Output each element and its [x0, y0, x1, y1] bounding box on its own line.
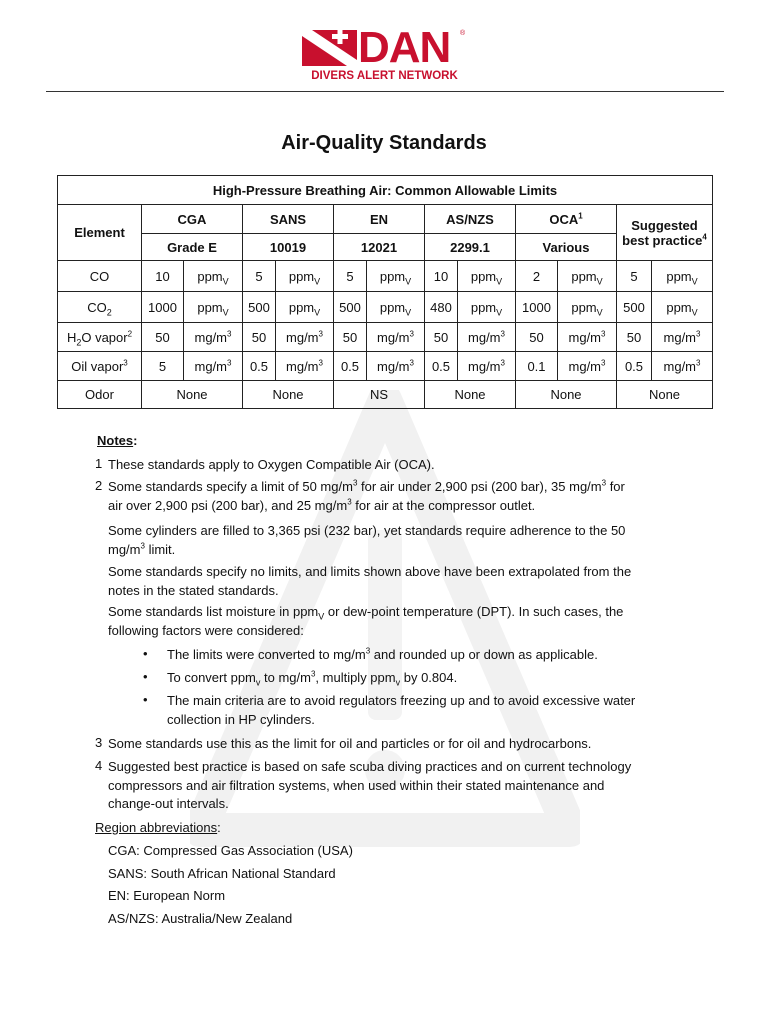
- value-cell: 2: [516, 261, 558, 292]
- unit-cell: ppm$_V$: [276, 261, 334, 292]
- value-cell: 50: [516, 323, 558, 352]
- value-cell: 0.5: [425, 352, 458, 381]
- odor-cell: None: [617, 381, 713, 409]
- unit-cell: ppm$_V$: [367, 261, 425, 292]
- unit-cell: ppm$_V$: [558, 292, 617, 323]
- unit-cell: $mg/m^3$: [652, 352, 713, 381]
- unit-cell: $mg/m^3$: [458, 352, 516, 381]
- value-cell: 5: [142, 352, 184, 381]
- note-number: 2: [95, 478, 103, 493]
- page-title: Air-Quality Standards: [281, 132, 487, 154]
- unit-cell: $mg/m^3$: [184, 352, 243, 381]
- value-cell: 0.1: [516, 352, 558, 381]
- value-cell: 500: [243, 292, 276, 323]
- grade-cell: 12021: [334, 234, 425, 261]
- unit-cell: $mg/m^3$: [276, 323, 334, 352]
- standard-header: OCA$^1$: [516, 205, 617, 234]
- value-cell: 10: [142, 261, 184, 292]
- note-number: 1: [95, 456, 103, 471]
- row-label: Oil vapor$^3$: [58, 352, 142, 381]
- best-practice-header: Suggested best practice$^4$: [617, 205, 713, 261]
- row-label: $H_2O$ vapor$^2$: [58, 323, 142, 352]
- value-cell: 50: [142, 323, 184, 352]
- odor-cell: None: [425, 381, 516, 409]
- row-label: CO: [58, 261, 142, 292]
- unit-cell: ppm$_V$: [184, 292, 243, 323]
- value-cell: 500: [617, 292, 652, 323]
- odor-cell: None: [516, 381, 617, 409]
- registered-mark: ®: [460, 30, 466, 37]
- unit-cell: ppm$_V$: [558, 261, 617, 292]
- unit-cell: $mg/m^3$: [652, 323, 713, 352]
- odor-cell: None: [142, 381, 243, 409]
- notes-heading: Notes:: [97, 433, 138, 448]
- unit-cell: ppm$_V$: [458, 292, 516, 323]
- note-4: Suggested best practice is based on safe scuba diving practices and on current technology compressors and air filtration systems, when used within their stated maintenance and change-out intervals.: [108, 759, 632, 811]
- element-header: Element: [58, 205, 142, 261]
- grade-cell: 10019: [243, 234, 334, 261]
- unit-cell: $mg/m^3$: [367, 323, 425, 352]
- unit-cell: $mg/m^3$: [367, 352, 425, 381]
- bullet-item: To convert ppm$_v$ to $mg/m^3$, multiply ppm$_v$ by 0.804.: [167, 669, 458, 688]
- grade-cell: 2299.1: [425, 234, 516, 261]
- dive-flag-cross-icon: [302, 30, 357, 66]
- air-quality-table: [57, 175, 713, 409]
- grade-cell: Grade E: [142, 234, 243, 261]
- table-caption: High-Pressure Breathing Air: Common Allowable Limits: [58, 176, 713, 205]
- note-3: Some standards use this as the limit for oil and particles or for oil and hydrocarbons.: [108, 736, 592, 751]
- table-row-oil-vapor: [58, 352, 713, 381]
- value-cell: 0.5: [334, 352, 367, 381]
- value-cell: 500: [334, 292, 367, 323]
- unit-cell: $mg/m^3$: [458, 323, 516, 352]
- note-number: 3: [95, 735, 103, 750]
- unit-cell: ppm$_V$: [652, 292, 713, 323]
- bullet-item: The main criteria are to avoid regulators freezing up and to avoid excessive water collection in HP cylinders.: [167, 693, 636, 727]
- unit-cell: ppm$_V$: [652, 261, 713, 292]
- note-2: Some standards specify a limit of 50 $mg/m^3$ for air under 2,900 psi (200 bar), 35 $mg/m^3$ for air over 2,900 psi (200 bar), and 25 $mg/m^3$ for air at the compressor outlet.: [108, 478, 625, 513]
- logo-subtitle: DIVERS ALERT NETWORK: [311, 70, 458, 82]
- value-cell: 50: [425, 323, 458, 352]
- value-cell: 480: [425, 292, 458, 323]
- value-cell: 50: [617, 323, 652, 352]
- standard-header: AS/NZS: [425, 205, 516, 234]
- value-cell: 0.5: [617, 352, 652, 381]
- table-row-odor: [58, 381, 713, 409]
- value-cell: 1000: [142, 292, 184, 323]
- standard-header: CGA: [142, 205, 243, 234]
- table-row-co: [58, 261, 713, 292]
- region-item: CGA: Compressed Gas Association (USA): [108, 843, 353, 858]
- value-cell: 0.5: [243, 352, 276, 381]
- unit-cell: ppm$_V$: [276, 292, 334, 323]
- unit-cell: $mg/m^3$: [558, 323, 617, 352]
- table-row-co2: [58, 292, 713, 323]
- note-1: These standards apply to Oxygen Compatible Air (OCA).: [108, 457, 435, 472]
- value-cell: 5: [617, 261, 652, 292]
- unit-cell: $mg/m^3$: [184, 323, 243, 352]
- row-label: Odor: [58, 381, 142, 409]
- odor-cell: NS: [334, 381, 425, 409]
- regions-heading: Region abbreviations:: [95, 820, 221, 835]
- bullet-icon: •: [143, 669, 148, 684]
- value-cell: 50: [243, 323, 276, 352]
- unit-cell: $mg/m^3$: [276, 352, 334, 381]
- value-cell: 1000: [516, 292, 558, 323]
- table-row-h2o-vapor: [58, 323, 713, 352]
- note-number: 4: [95, 758, 103, 773]
- grade-cell: Various: [516, 234, 617, 261]
- bullet-icon: •: [143, 692, 148, 707]
- region-item: SANS: South African National Standard: [108, 866, 336, 881]
- unit-cell: $mg/m^3$: [558, 352, 617, 381]
- note-2-paragraph-4: Some standards list moisture in ppm$_V$ or dew-point temperature (DPT). In such cases, the following factors were considered:: [108, 604, 624, 638]
- region-item: AS/NZS: Australia/New Zealand: [108, 911, 293, 926]
- standard-header: EN: [334, 205, 425, 234]
- unit-cell: ppm$_V$: [184, 261, 243, 292]
- value-cell: 5: [334, 261, 367, 292]
- note-2-paragraph-3: Some standards specify no limits, and limits shown above have been extrapolated from the notes in the stated standards.: [108, 564, 632, 598]
- value-cell: 10: [425, 261, 458, 292]
- bullet-item: The limits were converted to $mg/m^3$ and rounded up or down as applicable.: [167, 646, 598, 662]
- dan-logo: [302, 23, 467, 85]
- note-2-paragraph-2: Some cylinders are filled to 3,365 psi (232 bar), yet standards require adherence to the 50 $mg/m^3$ limit.: [108, 523, 626, 557]
- bullet-icon: •: [143, 646, 148, 661]
- unit-cell: ppm$_V$: [367, 292, 425, 323]
- unit-cell: ppm$_V$: [458, 261, 516, 292]
- value-cell: 5: [243, 261, 276, 292]
- header-divider: [46, 91, 724, 92]
- odor-cell: None: [243, 381, 334, 409]
- standard-header: SANS: [243, 205, 334, 234]
- row-label: $CO_2$: [58, 292, 142, 323]
- logo-wordmark: DAN: [358, 23, 451, 72]
- region-item: EN: European Norm: [108, 888, 226, 903]
- value-cell: 50: [334, 323, 367, 352]
